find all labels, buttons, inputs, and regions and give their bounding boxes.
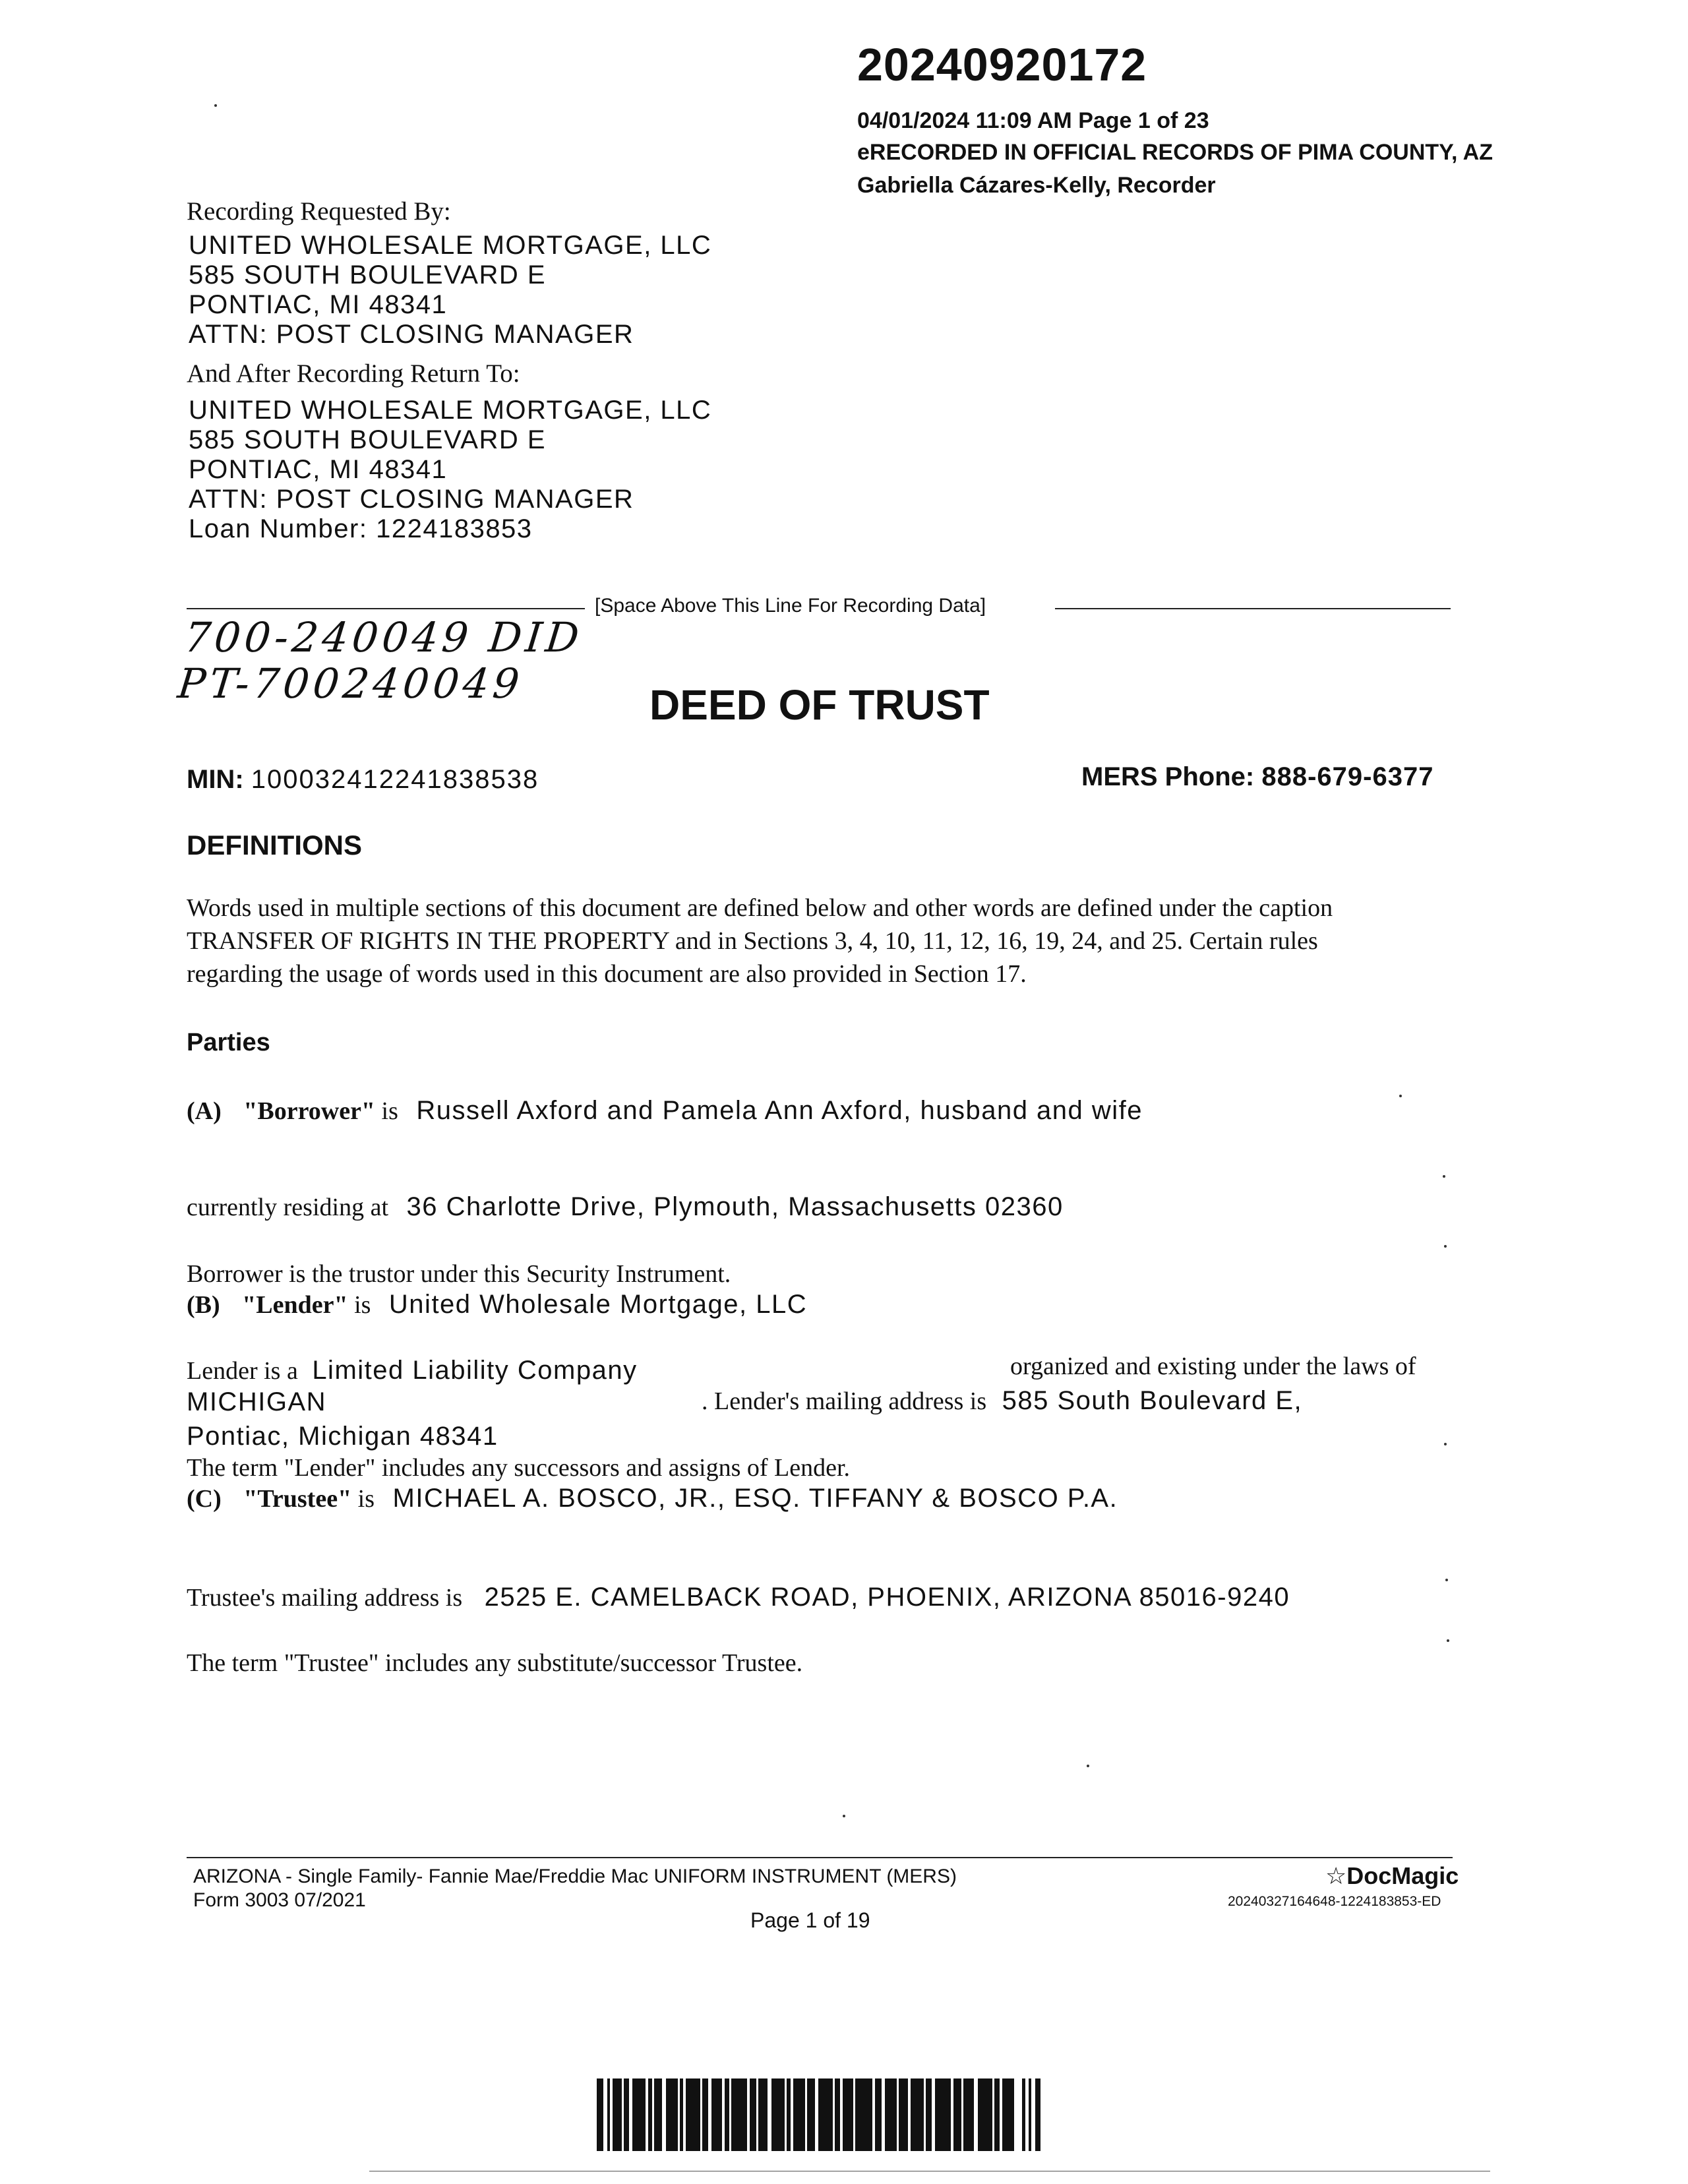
lender-successors-note: The term "Lender" includes any successors and assigns of Lender.	[187, 1454, 851, 1482]
trustee-letter: (C)	[187, 1485, 222, 1513]
return-to-line: UNITED WHOLESALE MORTGAGE, LLC	[189, 396, 712, 425]
mers-phone-row	[1081, 762, 1433, 792]
return-to-line: PONTIAC, MI 48341	[189, 455, 448, 484]
trustee-mailing-row	[187, 1583, 1290, 1612]
borrower-residence-row	[187, 1192, 1064, 1222]
docmagic-doc-id: 20240327164648-1224183853-ED	[1228, 1894, 1441, 1909]
lender-mailing-line1: 585 South Boulevard E,	[1002, 1386, 1303, 1415]
erecorded-line: eRECORDED IN OFFICIAL RECORDS OF PIMA COUNTY, AZ	[857, 140, 1493, 165]
recording-datetime-page: 04/01/2024 11:09 AM Page 1 of 23	[857, 108, 1209, 133]
footer-form-line2: Form 3003 07/2021	[193, 1889, 366, 1911]
trustee-substitute-note: The term "Trustee" includes any substitute/successor Trustee.	[187, 1649, 803, 1677]
lender-is-a-label: Lender is a	[187, 1357, 298, 1385]
docmagic-brand	[1325, 1862, 1459, 1890]
definitions-intro	[187, 892, 1333, 990]
docmagic-label: DocMagic	[1346, 1862, 1459, 1889]
requested-by-line: ATTN: POST CLOSING MANAGER	[189, 320, 634, 349]
lender-state: MICHIGAN	[187, 1387, 326, 1416]
recording-number: 20240920172	[857, 39, 1147, 90]
barcode-image	[597, 2078, 1058, 2151]
definitions-heading: DEFINITIONS	[187, 830, 363, 861]
requested-by-label: Recording Requested By:	[187, 197, 451, 226]
footer-divider	[187, 1857, 1453, 1858]
scan-speck	[843, 1815, 845, 1817]
scan-speck	[1443, 1175, 1445, 1178]
scan-speck	[1444, 1245, 1447, 1248]
footer-page-number: Page 1 of 19	[750, 1908, 870, 1932]
lender-is-a-row	[187, 1356, 638, 1385]
return-to-label: And After Recording Return To:	[187, 359, 520, 388]
handwritten-file-number: 700-240049 DID	[182, 613, 586, 661]
trustee-mailing-label: Trustee's mailing address is	[187, 1584, 463, 1612]
requested-by-line: 585 SOUTH BOULEVARD E	[189, 260, 547, 289]
scan-speck	[1399, 1095, 1402, 1097]
lender-is: is	[354, 1291, 371, 1319]
trustee-mailing-address: 2525 E. CAMELBACK ROAD, PHOENIX, ARIZONA 85016-9240	[484, 1583, 1290, 1612]
trustee-row	[187, 1484, 1118, 1513]
borrower-term: "Borrower"	[243, 1097, 376, 1125]
recording-divider-right	[1055, 608, 1451, 609]
lender-letter: (B)	[187, 1291, 220, 1319]
residing-label: currently residing at	[187, 1194, 389, 1221]
star-icon: ☆	[1325, 1862, 1347, 1889]
loan-number: Loan Number: 1224183853	[189, 514, 533, 543]
return-to-line: ATTN: POST CLOSING MANAGER	[189, 485, 634, 514]
min-value: 100032412241838538	[251, 765, 539, 794]
borrower-is: is	[381, 1097, 398, 1125]
trustee-term: "Trustee"	[243, 1485, 352, 1513]
lender-mailing-line2: Pontiac, Michigan 48341	[187, 1422, 498, 1451]
definitions-intro-line: Words used in multiple sections of this document are defined below and other words are defined under the caption	[187, 894, 1333, 922]
space-above-label: [Space Above This Line For Recording Data]	[595, 595, 986, 617]
scan-speck	[1444, 1443, 1447, 1445]
mers-phone-value: 888-679-6377	[1261, 762, 1434, 791]
requested-by-line: PONTIAC, MI 48341	[189, 290, 448, 319]
lender-mailing-row	[702, 1386, 1302, 1416]
lender-entity-type: Limited Liability Company	[312, 1356, 638, 1385]
borrower-address: 36 Charlotte Drive, Plymouth, Massachusetts 02360	[406, 1192, 1064, 1221]
lender-row	[187, 1290, 807, 1320]
mers-phone-label: MERS Phone:	[1081, 762, 1255, 791]
borrower-name: Russell Axford and Pamela Ann Axford, husband and wife	[416, 1096, 1143, 1125]
handwritten-pt-number: PT-700240049	[175, 659, 526, 708]
scan-speck	[1087, 1765, 1089, 1767]
trustor-note: Borrower is the trustor under this Security Instrument.	[187, 1260, 731, 1288]
parties-heading: Parties	[187, 1029, 270, 1056]
trustee-is: is	[357, 1485, 375, 1513]
borrower-letter: (A)	[187, 1097, 222, 1125]
lender-term: "Lender"	[242, 1291, 348, 1319]
lender-name: United Wholesale Mortgage, LLC	[388, 1290, 808, 1319]
requested-by-address	[189, 231, 711, 349]
footer-form-line1: ARIZONA - Single Family- Fannie Mae/Freddie Mac UNIFORM INSTRUMENT (MERS)	[193, 1866, 957, 1887]
return-to-line: 585 SOUTH BOULEVARD E	[189, 425, 547, 454]
definitions-intro-line: regarding the usage of words used in this document are also provided in Section 17.	[187, 960, 1027, 988]
return-to-address	[189, 396, 711, 544]
trustee-name: MICHAEL A. BOSCO, JR., ESQ. TIFFANY & BOSCO P.A.	[392, 1484, 1118, 1513]
lender-mailing-label: . Lender's mailing address is	[702, 1387, 987, 1415]
scan-speck	[214, 104, 217, 107]
recording-divider-left	[187, 608, 585, 609]
document-title: DEED OF TRUST	[649, 681, 990, 729]
requested-by-line: UNITED WHOLESALE MORTGAGE, LLC	[189, 231, 712, 260]
lender-organized-text: organized and existing under the laws of	[1010, 1352, 1416, 1380]
min-row	[187, 765, 539, 795]
definitions-intro-line: TRANSFER OF RIGHTS IN THE PROPERTY and in Sections 3, 4, 10, 11, 12, 16, 19, 24, and 25. Certain rules	[187, 927, 1318, 955]
scan-speck	[1447, 1639, 1449, 1642]
borrower-row	[187, 1096, 1143, 1126]
recorder-name: Gabriella Cázares-Kelly, Recorder	[857, 173, 1216, 198]
scan-speck	[1445, 1579, 1448, 1581]
footer-form-info	[193, 1865, 957, 1912]
min-label: MIN:	[187, 765, 244, 794]
